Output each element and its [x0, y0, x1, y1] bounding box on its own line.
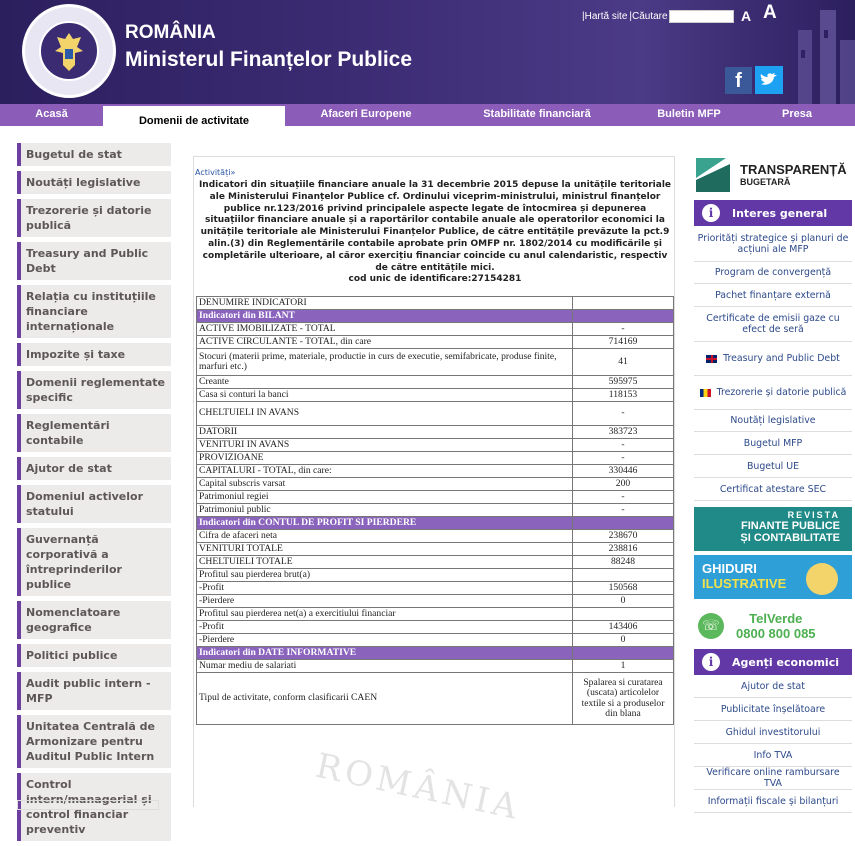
indicator-label: Casa si conturi la banci — [197, 389, 573, 402]
indicator-label: Numar mediu de salariati — [197, 660, 573, 673]
telverde-banner[interactable] — [694, 603, 852, 649]
interes-general-link[interactable] — [694, 455, 852, 478]
indicator-label: CHELTUIELI TOTALE — [197, 556, 573, 569]
info-icon: i — [702, 653, 720, 671]
agenti-economici-links — [694, 675, 852, 813]
table-row — [197, 349, 674, 376]
indicator-label: CHELTUIELI IN AVANS — [197, 402, 573, 426]
left-menu-item[interactable]: Noutăți legislative — [17, 171, 171, 194]
indicator-value — [573, 310, 674, 323]
header — [0, 0, 855, 104]
left-menu-item[interactable]: Bugetul de stat — [17, 143, 171, 166]
agenti-economici-link[interactable]: Info TVA — [694, 744, 852, 767]
indicator-label: Profitul sau pierderea net(a) a exercitiului financiar — [197, 608, 573, 621]
report-title-line: de către entitățile mici. — [375, 262, 495, 273]
agenti-economici-link[interactable]: Informații fiscale și bilanțuri — [694, 790, 852, 813]
transparenta-bugetara-banner[interactable] — [694, 152, 852, 197]
left-sidebar — [17, 143, 171, 846]
table-row — [197, 673, 674, 725]
indicator-value: 150568 — [573, 582, 674, 595]
indicator-value: - — [573, 439, 674, 452]
table-row — [197, 543, 674, 556]
indicator-label: ACTIVE IMOBILIZATE - TOTAL — [197, 323, 573, 336]
indicator-value: 383723 — [573, 426, 674, 439]
agenti-economici-link[interactable]: Ghidul investitorului — [694, 721, 852, 744]
indicator-label: Profitul sau pierderea brut(a) — [197, 569, 573, 582]
info-icon: i — [702, 204, 720, 222]
ghiduri-line2: ILUSTRATIVE — [702, 576, 787, 591]
table-row — [197, 621, 674, 634]
interes-general-title: Interes general — [732, 206, 828, 220]
left-menu-item[interactable]: Nomenclatoare geografice — [17, 601, 171, 639]
indicator-value: - — [573, 323, 674, 336]
interes-general-link[interactable] — [694, 478, 852, 501]
nav-item-domenii-de-activitate[interactable]: Domenii de activitate — [103, 104, 285, 128]
table-row — [197, 376, 674, 389]
interes-general-link[interactable] — [694, 410, 852, 432]
interes-general-link-label: Priorități strategice și planuri de acțiuni ale MFP — [697, 232, 849, 255]
telverde-number: 0800 800 085 — [736, 626, 816, 641]
report-title-line: cod unic de identificare:27154281 — [348, 274, 522, 285]
indicator-value: 200 — [573, 478, 674, 491]
table-row — [197, 569, 674, 582]
header-title-romania: ROMÂNIA — [125, 22, 216, 43]
interes-general-link-label: Trezorerie și datorie publică — [716, 387, 847, 398]
indicator-label: Stocuri (materii prime, materiale, productie in curs de executie, semifabricate, produse finite, marfuri etc.) — [197, 349, 573, 376]
table-row — [197, 582, 674, 595]
indicator-label: -Pierdere — [197, 595, 573, 608]
agenti-economici-header — [694, 649, 852, 675]
indicators-table — [196, 296, 674, 725]
table-row — [197, 530, 674, 543]
interes-general-link[interactable] — [694, 342, 852, 376]
revista-line3: ȘI CONTABILITATE — [740, 532, 840, 544]
right-sidebar — [694, 152, 852, 813]
table-row — [197, 504, 674, 517]
breadcrumb[interactable]: Activități» — [195, 168, 236, 177]
indicator-value — [573, 647, 674, 660]
table-row — [197, 323, 674, 336]
nav-item-stabilitate-financiara[interactable]: Stabilitate financiară — [483, 108, 591, 120]
interes-general-link[interactable] — [694, 376, 852, 410]
book-reader-icon — [806, 563, 838, 595]
indicator-label: Patrimoniul regiei — [197, 491, 573, 504]
indicator-value: 238670 — [573, 530, 674, 543]
header-links — [582, 11, 668, 22]
header-title-ministry[interactable]: Ministerul Finanțelor Publice — [125, 48, 413, 71]
indicator-label: Creante — [197, 376, 573, 389]
indicator-value: 88248 — [573, 556, 674, 569]
left-menu-item[interactable]: Reglementări contabile — [17, 414, 171, 452]
watermark: ROMÂNIA — [312, 745, 525, 829]
indicator-value: 1 — [573, 660, 674, 673]
table-row — [197, 608, 674, 621]
indicator-value — [573, 569, 674, 582]
left-menu-item[interactable]: Impozite și taxe — [17, 343, 171, 366]
interes-general-link-label: Pachet finanțare externă — [715, 289, 831, 301]
report-title-line: publice nr.123/2016 privind principalele aspecte legate de întocmirea și depunerea — [223, 203, 647, 214]
twitter-icon[interactable] — [755, 66, 783, 94]
eagle-icon — [53, 29, 85, 73]
agenti-economici-link[interactable]: Verificare online rambursare TVA — [694, 767, 852, 790]
interes-general-link-label: Bugetul MFP — [743, 437, 803, 449]
font-size-small-button[interactable]: A — [741, 8, 752, 24]
nav-item-buletin-mfp[interactable]: Buletin MFP — [657, 108, 721, 120]
phone-icon: ☏ — [698, 613, 724, 639]
romania-flag-icon — [700, 389, 711, 397]
search-link[interactable]: |Căutare — [629, 11, 668, 22]
interes-general-link-label: Certificat atestare SEC — [719, 483, 827, 495]
indicator-value: 41 — [573, 349, 674, 376]
indicator-value: 0 — [573, 634, 674, 647]
revista-line2: FINANTE PUBLICE — [741, 520, 840, 532]
indicator-label: DENUMIRE INDICATORI — [197, 297, 573, 310]
left-menu-item[interactable]: Audit public intern - MFP — [17, 672, 171, 710]
revista-line1: REVISTA — [787, 510, 840, 520]
transparenta-title: TRANSPARENȚĂ — [740, 162, 847, 177]
indicator-value: 330446 — [573, 465, 674, 478]
indicator-label: Patrimoniul public — [197, 504, 573, 517]
left-menu-item[interactable]: Domeniul activelor statului — [17, 485, 171, 523]
ghiduri-ilustrative-banner[interactable] — [694, 555, 852, 599]
left-menu-item[interactable]: Control intern/managerial și control financiar preventiv — [17, 773, 171, 841]
revista-banner[interactable] — [694, 507, 852, 551]
table-row — [197, 556, 674, 569]
indicator-label: DATORII — [197, 426, 573, 439]
left-menu-item[interactable]: Guvernanță corporativă a întreprinderilor publice — [17, 528, 171, 596]
transparenta-logo-icon — [696, 156, 734, 194]
indicator-label: -Pierdere — [197, 634, 573, 647]
telverde-title: TelVerde — [749, 611, 803, 626]
table-row — [197, 478, 674, 491]
indicator-value: 714169 — [573, 336, 674, 349]
report-title-line: alin.(3) din Reglementările contabile aprobate prin OMFP nr. 1802/2014 cu modificările și — [208, 238, 662, 249]
sitemap-link[interactable]: |Hartă site — [582, 11, 628, 22]
search-input[interactable] — [669, 10, 734, 23]
indicator-value: - — [573, 491, 674, 504]
indicator-label: Indicatori din BILANT — [197, 310, 573, 323]
indicator-value — [573, 297, 674, 310]
indicator-label: -Profit — [197, 582, 573, 595]
interes-general-header — [694, 200, 852, 226]
report-title-line: ale Ministerului Finanțelor Publice cf. Ordinului viceprim-ministrului, ministrul finanțelor — [209, 191, 661, 202]
report-title — [197, 180, 673, 286]
indicator-label: Cifra de afaceri neta — [197, 530, 573, 543]
left-menu-item[interactable]: Relația cu instituțiile financiare internaționale — [17, 285, 171, 338]
left-sidebar-bottom-box — [17, 800, 159, 810]
interes-general-links — [694, 226, 852, 501]
indicator-value — [573, 517, 674, 530]
table-row — [197, 439, 674, 452]
indicator-value: 143406 — [573, 621, 674, 634]
indicator-label: Indicatori din DATE INFORMATIVE — [197, 647, 573, 660]
indicator-label: Tipul de activitate, conform clasificarii CAEN — [197, 673, 573, 725]
interes-general-link[interactable] — [694, 432, 852, 455]
report-title-line: Indicatori din situațiile financiare anuale la 31 decembrie 2015 depuse la unitățile teritoriale — [198, 180, 672, 190]
left-menu-item[interactable]: Unitatea Centrală de Armonizare pentru Auditul Public Intern — [17, 715, 171, 768]
indicator-label: VENITURI IN AVANS — [197, 439, 573, 452]
agenti-economici-title: Agenți economici — [732, 655, 839, 669]
interes-general-link-label: Treasury and Public Debt — [723, 353, 840, 364]
report-title-line: completările ulterioare, al căror exercițiu financiar coincide cu anul calendaristic, respectiv — [202, 250, 668, 261]
table-section-row — [197, 310, 674, 323]
table-row — [197, 297, 674, 310]
indicator-label: Capital subscris varsat — [197, 478, 573, 491]
castle-decoration — [790, 0, 855, 104]
nav-item-afaceri-europene[interactable]: Afaceri Europene — [320, 108, 412, 120]
left-menu-item[interactable]: Treasury and Public Debt — [17, 242, 171, 280]
left-menu-item[interactable]: Trezorerie și datorie publică — [17, 199, 171, 237]
indicator-label: VENITURI TOTALE — [197, 543, 573, 556]
interes-general-link-label: Bugetul UE — [746, 460, 800, 472]
report-title-line: situațiilor financiare anuale și a raportărilor contabile anuale ale operatorilor economici la — [205, 215, 665, 226]
indicator-label: ACTIVE CIRCULANTE - TOTAL, din care — [197, 336, 573, 349]
ghiduri-line1: GHIDURI — [702, 561, 757, 576]
table-section-row — [197, 647, 674, 660]
indicator-value: - — [573, 402, 674, 426]
indicator-label: PROVIZIOANE — [197, 452, 573, 465]
interes-general-link[interactable] — [694, 284, 852, 307]
left-menu-item[interactable]: Ajutor de stat — [17, 457, 171, 480]
left-menu-item[interactable]: Politici publice — [17, 644, 171, 667]
indicator-label: Indicatori din CONTUL DE PROFIT SI PIERDERE — [197, 517, 573, 530]
ministry-seal-logo[interactable] — [22, 4, 116, 98]
table-row — [197, 336, 674, 349]
indicator-value: 238816 — [573, 543, 674, 556]
indicator-value — [573, 608, 674, 621]
table-row — [197, 402, 674, 426]
nav-item-presa[interactable]: Presa — [782, 108, 812, 120]
interes-general-link-label: Program de convergență — [714, 267, 832, 278]
font-size-large-button[interactable]: A — [763, 2, 777, 23]
left-menu-item[interactable]: Domenii reglementate specific — [17, 371, 171, 409]
table-row — [197, 595, 674, 608]
table-row — [197, 491, 674, 504]
indicator-value: 118153 — [573, 389, 674, 402]
table-row — [197, 389, 674, 402]
interes-general-link-label: Certificate de emisii gaze cu efect de seră — [706, 313, 840, 335]
table-row — [197, 426, 674, 439]
interes-general-link[interactable] — [694, 262, 852, 284]
table-row — [197, 465, 674, 478]
report-title-line: unitățile teritoriale ale Ministerului Finanțelor Publice, de către entitățile prevăzute la pct.9 — [200, 227, 670, 238]
nav-item-acasa[interactable]: Acasă — [35, 108, 68, 120]
indicator-label: -Profit — [197, 621, 573, 634]
uk-flag-icon — [706, 355, 717, 363]
interes-general-link[interactable] — [694, 226, 852, 262]
indicator-value: Spalarea si curatarea (uscata) articolelor textile si a produselor din blana — [573, 673, 674, 725]
interes-general-link-label: Noutăți legislative — [730, 415, 816, 426]
facebook-icon[interactable]: f — [725, 67, 752, 94]
agenti-economici-link[interactable]: Publicitate înșelătoare — [694, 698, 852, 721]
table-row — [197, 452, 674, 465]
transparenta-subtitle: BUGETARĂ — [740, 177, 791, 187]
indicator-value: - — [573, 504, 674, 517]
table-row — [197, 660, 674, 673]
interes-general-link[interactable] — [694, 307, 852, 342]
indicator-label: CAPITALURI - TOTAL, din care: — [197, 465, 573, 478]
agenti-economici-link[interactable]: Ajutor de stat — [694, 675, 852, 698]
indicator-value: 595975 — [573, 376, 674, 389]
table-section-row — [197, 517, 674, 530]
main-content — [193, 156, 675, 829]
table-row — [197, 634, 674, 647]
indicator-value: 0 — [573, 595, 674, 608]
indicator-value: - — [573, 452, 674, 465]
